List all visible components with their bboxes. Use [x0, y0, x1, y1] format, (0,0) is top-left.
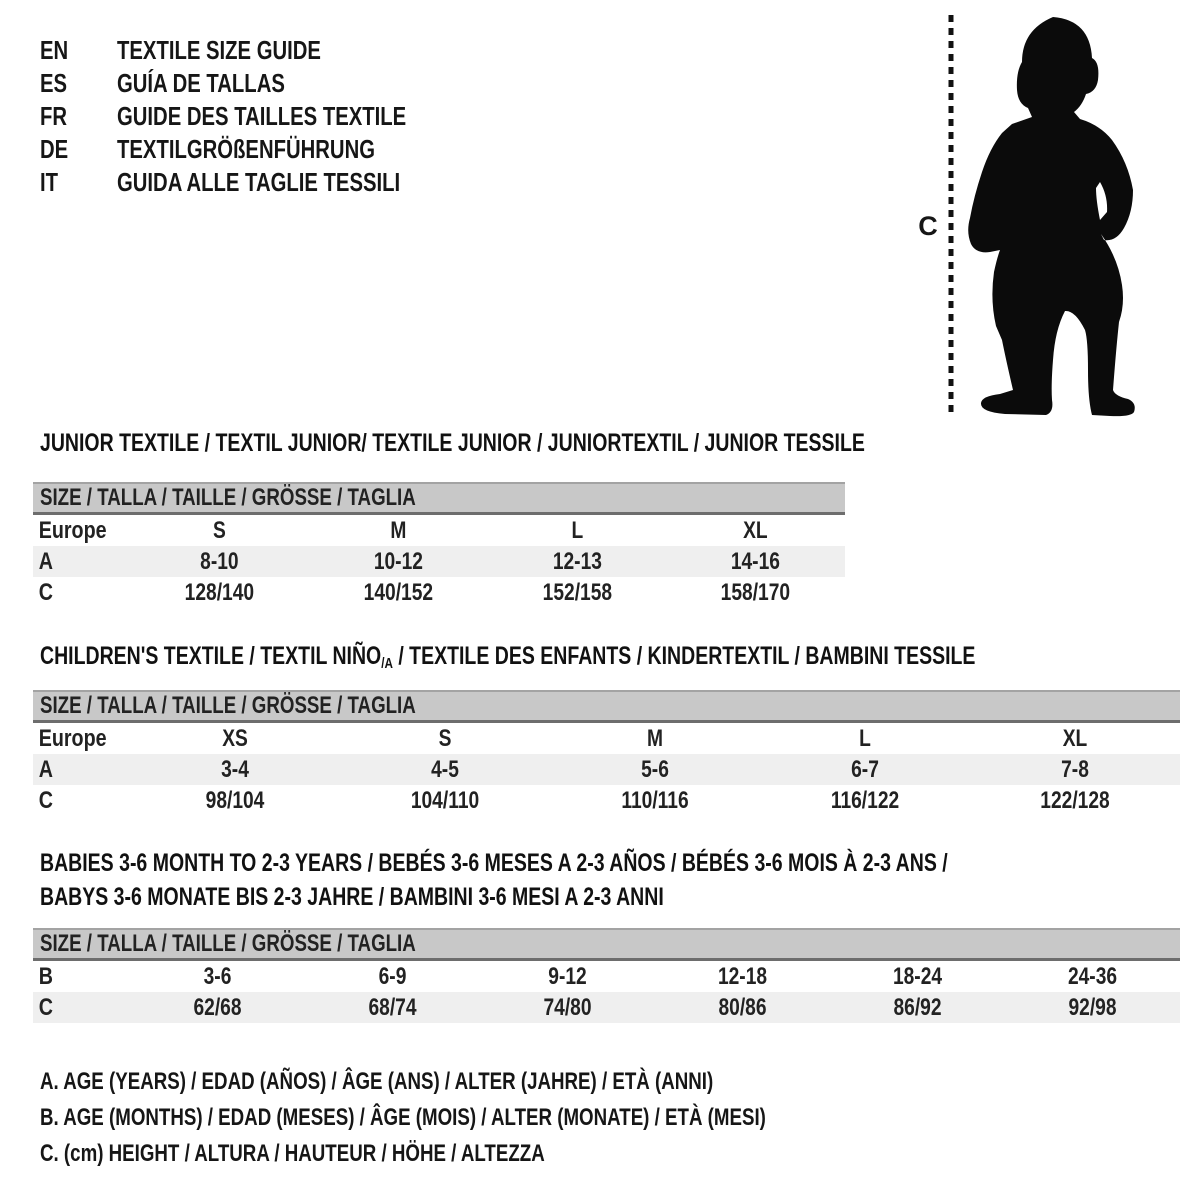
row-label-cell: Europe	[38, 517, 107, 544]
size-header-label: SIZE / TALLA / TAILLE / GRÖSSE / TAGLIA	[40, 484, 416, 511]
size-cell: 3-6	[203, 963, 232, 990]
language-title: TEXTILGRÖßENFÜHRUNG	[117, 134, 375, 164]
language-row-fr	[40, 100, 488, 133]
size-cell: S	[438, 725, 452, 752]
babies-size-table	[33, 928, 1180, 1023]
language-code: FR	[40, 101, 68, 131]
junior-section-title: JUNIOR TEXTILE / TEXTIL JUNIOR/ TEXTILE JUNIOR / JUNIORTEXTIL / JUNIOR TESSILE	[40, 429, 865, 457]
size-cell: L	[571, 517, 583, 544]
size-header-label: SIZE / TALLA / TAILLE / GRÖSSE / TAGLIA	[40, 692, 416, 719]
size-cell: XL	[743, 517, 768, 544]
children-title-main: CHILDREN'S TEXTILE / TEXTIL NIÑO	[40, 642, 382, 670]
row-label-cell: B	[38, 963, 53, 990]
children-title-subscript: /A	[381, 655, 393, 672]
row-label-cell: C	[38, 994, 53, 1021]
size-cell: 86/92	[893, 994, 942, 1021]
language-code: EN	[40, 35, 69, 65]
size-cell: 10-12	[373, 548, 423, 575]
size-cell: 122/128	[1040, 787, 1110, 814]
language-row-es	[40, 67, 488, 100]
size-cell: 98/104	[205, 787, 265, 814]
size-cell: 152/158	[542, 579, 612, 606]
size-cell: 8-10	[200, 548, 239, 575]
junior-row-age	[33, 546, 845, 577]
size-table-header-bar	[33, 690, 1180, 723]
children-size-table	[33, 690, 1180, 816]
language-title: TEXTILE SIZE GUIDE	[117, 35, 321, 65]
size-cell: 12-13	[552, 548, 602, 575]
size-cell: 104/110	[410, 787, 480, 814]
babies-section-title-line2: BABYS 3-6 MONATE BIS 2-3 JAHRE / BAMBINI 3-6 MESI A 2-3 ANNI	[40, 883, 664, 911]
size-cell: 110/116	[621, 787, 689, 814]
junior-row-europe	[33, 515, 845, 546]
size-cell: 128/140	[184, 579, 255, 606]
language-code: ES	[40, 68, 68, 98]
language-code: DE	[40, 134, 69, 164]
size-cell: 14-16	[731, 548, 781, 575]
babies-row-height	[33, 992, 1180, 1023]
language-title-list	[40, 34, 488, 199]
size-cell: 140/152	[363, 579, 433, 606]
size-cell: 5-6	[641, 756, 669, 783]
size-cell: M	[647, 725, 663, 752]
row-label-cell: C	[38, 787, 53, 814]
children-title-rest: / TEXTILE DES ENFANTS / KINDERTEXTIL / BAMBINI TESSILE	[392, 642, 976, 670]
babies-section-title-line1: BABIES 3-6 MONTH TO 2-3 YEARS / BEBÉS 3-6 MESES A 2-3 AÑOS / BÉBÉS 3-6 MOIS À 2-3 ANS /	[40, 849, 948, 877]
row-label-cell: A	[38, 548, 53, 575]
height-measure-label: C	[918, 211, 938, 241]
size-cell: 158/170	[720, 579, 791, 606]
size-cell: 7-8	[1061, 756, 1089, 783]
size-cell: 6-9	[378, 963, 407, 990]
size-cell: L	[859, 725, 871, 752]
children-section-title	[40, 642, 975, 674]
language-row-en	[40, 34, 488, 67]
size-cell: 68/74	[368, 994, 417, 1021]
size-cell: 12-18	[717, 963, 768, 990]
size-cell: 62/68	[193, 994, 242, 1021]
babies-row-months	[33, 961, 1180, 992]
row-label-cell: C	[38, 579, 53, 606]
measure-legend	[40, 1064, 971, 1172]
row-label-cell: A	[38, 756, 53, 783]
toddler-silhouette	[968, 17, 1135, 416]
size-cell: 80/86	[718, 994, 767, 1021]
language-title: GUIDE DES TAILLES TEXTILE	[117, 101, 407, 131]
legend-height-cm: C. (cm) HEIGHT / ALTURA / HAUTEUR / HÖHE / ALTEZZA	[40, 1140, 545, 1167]
size-cell: 92/98	[1068, 994, 1117, 1021]
row-label-cell: Europe	[38, 725, 107, 752]
size-cell: XL	[1062, 725, 1088, 752]
size-cell: 18-24	[892, 963, 943, 990]
size-table-header-bar	[33, 928, 1180, 961]
size-cell: 24-36	[1067, 963, 1118, 990]
size-table-header-bar	[33, 482, 845, 515]
children-row-age	[33, 754, 1180, 785]
size-cell: 6-7	[851, 756, 879, 783]
size-header-label: SIZE / TALLA / TAILLE / GRÖSSE / TAGLIA	[40, 930, 416, 957]
size-cell: S	[212, 517, 226, 544]
size-cell: 74/80	[543, 994, 592, 1021]
size-cell: XS	[222, 725, 248, 752]
size-cell: 9-12	[548, 963, 587, 990]
junior-row-height	[33, 577, 845, 608]
language-title: GUIDA ALLE TAGLIE TESSILI	[117, 167, 401, 197]
legend-age-years: A. AGE (YEARS) / EDAD (AÑOS) / ÂGE (ANS) / ALTER (JAHRE) / ETÀ (ANNI)	[40, 1068, 714, 1095]
language-row-de	[40, 133, 488, 166]
language-title: GUÍA DE TALLAS	[117, 68, 285, 98]
children-row-europe	[33, 723, 1180, 754]
size-cell: 3-4	[221, 756, 249, 783]
children-row-height	[33, 785, 1180, 816]
size-cell: M	[390, 517, 407, 544]
size-cell: 4-5	[431, 756, 459, 783]
language-row-it	[40, 166, 488, 199]
junior-size-table	[33, 482, 845, 608]
legend-age-months: B. AGE (MONTHS) / EDAD (MESES) / ÂGE (MOIS) / ALTER (MONATE) / ETÀ (MESI)	[40, 1104, 766, 1131]
language-code: IT	[40, 167, 59, 197]
size-cell: 116/122	[830, 787, 900, 814]
